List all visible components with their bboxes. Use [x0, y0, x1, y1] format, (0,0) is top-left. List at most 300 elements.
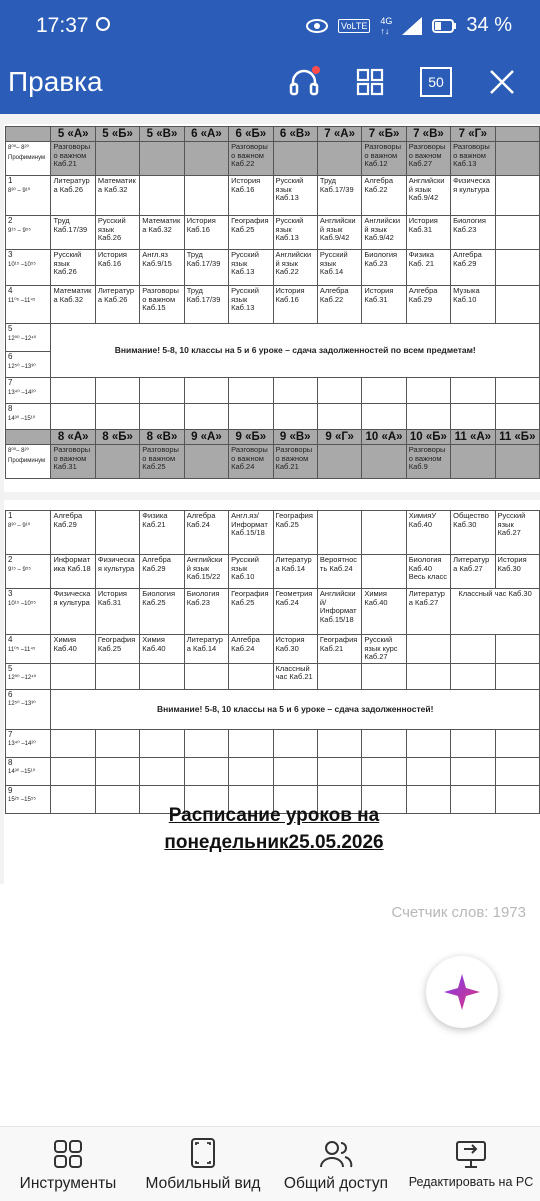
class-header-cell: 5 «А» [51, 127, 95, 142]
lesson-cell[interactable]: ХимияУ Каб.40 [406, 511, 450, 555]
table1-row [6, 216, 540, 250]
lesson-number: 2 [8, 555, 13, 564]
table2-row-lesson-number [6, 663, 51, 689]
table1-row-lesson-number [6, 142, 51, 176]
lesson-cell[interactable] [229, 404, 273, 430]
lesson-time: 14³⁰ –15¹⁰ [8, 769, 36, 775]
lesson-cell[interactable] [229, 757, 273, 785]
lesson-cell[interactable] [495, 378, 539, 404]
lesson-number: 7 [8, 378, 13, 387]
lesson-cell[interactable] [495, 729, 539, 757]
lesson-cell[interactable]: Английский язык Каб.9/42 [362, 216, 406, 250]
lesson-cell[interactable] [184, 663, 228, 689]
lesson-cell[interactable]: Англ.яз Каб.9/15 [140, 250, 184, 286]
page-counter: 50 [428, 74, 444, 90]
table1-row-lesson-number [6, 216, 51, 250]
table1-header-row-bottom [6, 430, 540, 445]
lesson-cell[interactable]: Математика Каб.32 [51, 286, 95, 324]
lesson-cell[interactable] [95, 404, 139, 430]
table1-row [6, 445, 540, 479]
class-header-cell [6, 127, 51, 142]
notice-cell: Внимание! 5-8, 10 классы на 5 и 6 уроке – сдача задолженностей! [51, 689, 540, 729]
lesson-cell[interactable]: Математика Каб.32 [140, 216, 184, 250]
class-header-cell: 8 «Б» [95, 430, 139, 445]
word-count: Счетчик слов: 1973 [391, 904, 526, 921]
lesson-cell[interactable] [95, 729, 139, 757]
lesson-cell[interactable] [51, 378, 95, 404]
lesson-cell[interactable]: Биология Каб.23 [184, 589, 228, 635]
lesson-number: 8 [8, 757, 13, 767]
class-header-cell: 8 «В» [140, 430, 184, 445]
class-header-cell: 7 «А» [317, 127, 361, 142]
lesson-cell[interactable] [451, 378, 495, 404]
lesson-time: 10¹⁵ –10⁵⁵ [8, 600, 36, 607]
status-bar [0, 0, 540, 52]
volte-icon: VoLTE [338, 19, 370, 33]
lesson-cell[interactable]: Разговоры о важном Каб.27 [406, 142, 450, 176]
lesson-cell[interactable] [273, 378, 317, 404]
lesson-cell[interactable] [362, 757, 406, 785]
lesson-cell[interactable]: История Каб.16 [184, 216, 228, 250]
lesson-cell[interactable] [140, 378, 184, 404]
table1-row [6, 286, 540, 324]
notification-icon [96, 17, 110, 31]
lesson-cell[interactable]: Общество Каб.30 [451, 511, 495, 555]
lesson-cell[interactable]: Русский язык Каб.13 [229, 250, 273, 286]
lesson-cell[interactable] [140, 663, 184, 689]
lesson-cell[interactable]: Труд Каб.17/39 [184, 250, 228, 286]
lesson-cell[interactable] [362, 729, 406, 757]
sparkle-icon [442, 972, 482, 1012]
lesson-cell[interactable]: Русский язык Каб.13 [229, 286, 273, 324]
table1-row [6, 142, 540, 176]
share-button[interactable] [270, 1127, 402, 1201]
lesson-cell[interactable] [406, 663, 450, 689]
lesson-cell[interactable] [184, 445, 228, 479]
lesson-time: 11⁰⁵ –11⁴⁵ [8, 297, 36, 304]
tools-label: Инструменты [19, 1175, 117, 1192]
share-label: Общий доступ [283, 1175, 389, 1192]
class-header-cell [6, 430, 51, 445]
lesson-cell[interactable]: Разговоры о важном Каб.31 [51, 445, 95, 479]
lesson-cell[interactable]: Алгебра Каб.29 [51, 511, 95, 555]
lesson-cell[interactable] [495, 216, 539, 250]
lesson-time: 12⁵⁰ –13³⁰ [8, 363, 36, 370]
table2-notice-row-lesson-number [6, 689, 51, 729]
grid-view-button[interactable] [350, 62, 390, 102]
lesson-number: 4 [8, 286, 13, 295]
lesson-cell[interactable] [495, 404, 539, 430]
class-header-cell: 9 «Г» [317, 430, 361, 445]
class-header-cell: 9 «А» [184, 430, 228, 445]
table1-row-lesson-number [6, 176, 51, 216]
lesson-cell[interactable]: История Каб.16 [229, 176, 273, 216]
lesson-cell[interactable]: Физическая культура [95, 555, 139, 589]
lesson-cell[interactable]: Химия Каб.40 [51, 635, 95, 664]
lesson-cell[interactable] [273, 757, 317, 785]
lesson-cell[interactable]: Русский язык Каб.10 [229, 555, 273, 589]
lesson-cell[interactable]: Русский язык курс Каб.27 [362, 635, 406, 664]
lesson-cell[interactable] [273, 404, 317, 430]
lesson-number: 1 [8, 176, 13, 185]
lesson-time: 12⁰⁰ –12⁴⁰ [8, 335, 37, 342]
lesson-cell[interactable]: Алгебра Каб.24 [229, 635, 273, 664]
class-header-cell: 6 «В» [273, 127, 317, 142]
lesson-number: 2 [8, 216, 13, 225]
lesson-cell[interactable]: Разговоры о важном Каб.21 [273, 445, 317, 479]
lesson-cell[interactable] [406, 757, 450, 785]
lesson-time: 9¹⁵ – 9⁵⁵ [8, 566, 31, 573]
lesson-cell[interactable] [51, 663, 95, 689]
table1-empty-row-lesson-number [6, 378, 51, 404]
lesson-cell[interactable]: Английский язык Каб.9/42 [406, 176, 450, 216]
lesson-cell[interactable] [362, 378, 406, 404]
lesson-number: 8 [8, 404, 13, 413]
lesson-cell[interactable] [95, 511, 139, 555]
lesson-cell[interactable] [451, 729, 495, 757]
lesson-time: 11⁰⁵ –11⁴⁵ [8, 646, 36, 653]
lesson-cell[interactable]: Биология Каб.25 [140, 589, 184, 635]
lesson-cell[interactable] [495, 286, 539, 324]
lesson-cell[interactable]: Разговоры о важном Каб.22 [229, 142, 273, 176]
table1-row-lesson-number [6, 352, 51, 378]
lesson-cell[interactable]: Физическая культура [451, 176, 495, 216]
lesson-cell[interactable]: История Каб.31 [362, 286, 406, 324]
lesson-time: 8³⁰ – 9¹⁰ [8, 187, 31, 194]
lesson-cell[interactable]: Англ.яз/Информат Каб.15/18 [229, 511, 273, 555]
class-header-cell: 10 «А» [362, 430, 406, 445]
table2-row-lesson-number [6, 511, 51, 555]
lesson-cell[interactable]: Алгебра Каб.22 [317, 286, 361, 324]
table2-empty-row [6, 729, 540, 757]
lesson-cell[interactable]: Русский язык Каб.27 [495, 511, 539, 555]
table2-row [6, 555, 540, 589]
lesson-cell[interactable] [184, 404, 228, 430]
mobile-view-label: Мобильный вид [145, 1175, 261, 1192]
lesson-cell[interactable]: Биология Каб.40 Весь класс [406, 555, 450, 589]
lesson-time: 14³⁰ –15¹⁰ [8, 415, 36, 422]
lesson-cell[interactable] [451, 445, 495, 479]
page-counter-button[interactable] [416, 62, 456, 102]
lesson-cell[interactable]: Разговоры о важном Каб.25 [140, 445, 184, 479]
lesson-cell[interactable]: Алгебра Каб.29 [406, 286, 450, 324]
ai-assistant-button[interactable] [426, 956, 498, 1028]
lesson-cell[interactable]: Алгебра Каб.29 [140, 555, 184, 589]
lesson-cell[interactable]: Биология Каб.23 [362, 250, 406, 286]
lesson-cell[interactable] [495, 250, 539, 286]
table2-row-lesson-number [6, 589, 51, 635]
lesson-cell[interactable] [95, 445, 139, 479]
lesson-cell[interactable] [317, 378, 361, 404]
lesson-cell[interactable]: Русский язык Каб.13 [273, 176, 317, 216]
table2-row [6, 589, 540, 635]
lesson-cell[interactable] [495, 757, 539, 785]
lesson-cell[interactable] [140, 404, 184, 430]
lesson-cell[interactable] [451, 757, 495, 785]
lesson-cell[interactable] [495, 635, 539, 664]
table1-empty-row-lesson-number [6, 404, 51, 430]
lesson-cell[interactable] [317, 404, 361, 430]
lesson-cell[interactable]: География Каб.21 [317, 635, 361, 664]
network-4g-icon: 4G ↑↓ [380, 15, 393, 36]
battery-percent: 34 % [466, 14, 512, 36]
lesson-cell[interactable]: Труд Каб.17/39 [51, 216, 95, 250]
edit-on-pc-label: Редактировать на PC [408, 1175, 534, 1189]
lesson-cell[interactable]: Разговоры о важном Каб.12 [362, 142, 406, 176]
notification-dot [312, 66, 320, 74]
lesson-cell[interactable]: География Каб.25 [95, 635, 139, 664]
lesson-cell[interactable]: Литература Каб.27 [406, 589, 450, 635]
signal-icon [402, 17, 422, 35]
table2-row [6, 663, 540, 689]
class-header-cell: 6 «Б» [229, 127, 273, 142]
lesson-time: 9¹⁵ – 9⁵⁵ [8, 227, 31, 234]
lesson-cell[interactable]: Труд Каб.17/39 [184, 286, 228, 324]
close-button[interactable] [482, 62, 522, 102]
lesson-cell[interactable]: Алгебра Каб.24 [184, 511, 228, 555]
lesson-cell[interactable] [95, 757, 139, 785]
lesson-cell[interactable] [317, 445, 361, 479]
lesson-time: 13⁴⁰ –14²⁰ [8, 389, 36, 396]
status-time: 17:37 [36, 14, 89, 37]
tools-button[interactable] [0, 1127, 136, 1201]
lesson-cell[interactable] [184, 757, 228, 785]
class-header-cell: 8 «А» [51, 430, 95, 445]
lesson-cell[interactable]: История Каб.31 [95, 589, 139, 635]
lesson-cell[interactable]: Английский язык Каб.22 [273, 250, 317, 286]
lesson-cell[interactable] [140, 176, 184, 216]
table2-notice-row [6, 689, 540, 729]
lesson-cell[interactable] [406, 378, 450, 404]
lesson-cell[interactable] [317, 729, 361, 757]
lesson-time: 10¹⁵ –10⁵⁵ [8, 261, 36, 268]
lesson-cell[interactable]: Физика Каб.21 [140, 511, 184, 555]
lesson-cell[interactable]: История Каб.30 [273, 635, 317, 664]
lesson-cell[interactable] [362, 511, 406, 555]
lesson-cell[interactable] [51, 404, 95, 430]
class-header-cell: 10 «Б» [406, 430, 450, 445]
table2-row [6, 511, 540, 555]
class-header-cell: 6 «А» [184, 127, 228, 142]
table1-empty-row [6, 404, 540, 430]
class-header-cell [495, 127, 539, 142]
lesson-cell[interactable] [229, 378, 273, 404]
lesson-cell[interactable] [140, 729, 184, 757]
lesson-cell[interactable] [406, 404, 450, 430]
class-header-cell: 5 «В» [140, 127, 184, 142]
notice-cell: Внимание! 5-8, 10 классы на 5 и 6 уроке – сдача задолженностей по всем предметам! [51, 324, 540, 378]
lesson-cell[interactable] [51, 729, 95, 757]
mobile-view-icon [190, 1137, 216, 1169]
schedule-table-1 [5, 126, 540, 479]
class-header-cell: 7 «Г» [451, 127, 495, 142]
lesson-cell[interactable]: География Каб.25 [229, 589, 273, 635]
lesson-cell[interactable] [184, 142, 228, 176]
class-header-cell: 7 «В» [406, 127, 450, 142]
lesson-cell[interactable]: Разговоры о важном Каб.15 [140, 286, 184, 324]
lesson-cell[interactable]: Математика Каб.32 [95, 176, 139, 216]
lesson-cell[interactable] [317, 663, 361, 689]
lesson-cell[interactable]: Литература Каб.14 [273, 555, 317, 589]
lesson-cell[interactable]: Русский язык Каб.13 [273, 216, 317, 250]
lesson-cell[interactable] [495, 142, 539, 176]
lesson-cell[interactable]: Литература Каб.14 [184, 635, 228, 664]
lesson-cell[interactable] [362, 404, 406, 430]
lesson-number: 3 [8, 589, 13, 598]
lesson-cell[interactable] [362, 663, 406, 689]
listen-button[interactable] [284, 62, 324, 102]
lesson-cell[interactable]: Вероятность Каб.24 [317, 555, 361, 589]
lesson-cell[interactable] [184, 378, 228, 404]
lesson-cell[interactable] [451, 663, 495, 689]
lesson-cell[interactable] [406, 635, 450, 664]
table1-row [6, 250, 540, 286]
lesson-cell[interactable]: Химия Каб.40 [140, 635, 184, 664]
lesson-cell[interactable] [140, 142, 184, 176]
lesson-cell[interactable]: Разговоры о важном Каб.9 [406, 445, 450, 479]
lesson-cell[interactable] [317, 142, 361, 176]
lesson-cell[interactable]: Физическая культура [51, 589, 95, 635]
lesson-cell[interactable]: Литература Каб.26 [51, 176, 95, 216]
lesson-number: 7 [8, 729, 13, 739]
table1-row-lesson-number [6, 445, 51, 479]
lesson-cell[interactable] [95, 378, 139, 404]
class-header-cell: 9 «Б» [229, 430, 273, 445]
close-icon [488, 68, 516, 96]
table1-row [6, 176, 540, 216]
edit-on-pc-icon [455, 1139, 487, 1169]
table2-empty-row-lesson-number [6, 757, 51, 785]
lesson-cell[interactable] [273, 142, 317, 176]
schedule-table-2 [5, 510, 540, 814]
class-header-cell: 7 «Б» [362, 127, 406, 142]
eye-icon [306, 19, 328, 33]
lesson-cell[interactable]: Литература Каб.27 [451, 555, 495, 589]
lesson-cell[interactable] [51, 757, 95, 785]
table1-row-lesson-number [6, 250, 51, 286]
heading-line-1: Расписание уроков на [168, 805, 380, 826]
lesson-cell[interactable]: Алгебра Каб.22 [362, 176, 406, 216]
lesson-cell[interactable] [406, 729, 450, 757]
lesson-cell-merged[interactable]: Классный час Каб.30 [451, 589, 540, 635]
lesson-cell[interactable]: География Каб.25 [229, 216, 273, 250]
lesson-cell[interactable] [229, 729, 273, 757]
table1-empty-row [6, 378, 540, 404]
lesson-cell[interactable]: Английский язык Каб.15/22 [184, 555, 228, 589]
lesson-cell[interactable] [273, 729, 317, 757]
bottom-toolbar [0, 1126, 540, 1201]
app-bar [0, 52, 540, 114]
edit-on-pc-button[interactable] [402, 1127, 540, 1201]
lesson-cell[interactable] [495, 445, 539, 479]
lesson-time: 8³⁰ – 9¹⁰ [8, 522, 31, 529]
document-area[interactable] [0, 114, 540, 884]
lesson-cell[interactable] [140, 757, 184, 785]
page-title: Правка [8, 66, 103, 97]
lesson-cell[interactable]: Биология Каб.23 [451, 216, 495, 250]
lesson-cell[interactable]: Литература Каб.26 [95, 286, 139, 324]
lesson-cell[interactable]: Русский язык Каб.14 [317, 250, 361, 286]
lesson-cell[interactable]: Разговоры о важном Каб.24 [229, 445, 273, 479]
class-header-cell: 11 «А» [451, 430, 495, 445]
class-header-cell: 9 «В» [273, 430, 317, 445]
lesson-cell[interactable]: География Каб.25 [273, 511, 317, 555]
lesson-cell[interactable] [184, 176, 228, 216]
lesson-cell[interactable]: Труд Каб.17/39 [317, 176, 361, 216]
lesson-cell[interactable]: Алгебра Каб.29 [451, 250, 495, 286]
lesson-number: 5 [8, 324, 13, 333]
table2-row-lesson-number [6, 555, 51, 589]
lesson-cell[interactable] [451, 635, 495, 664]
lesson-cell[interactable] [495, 663, 539, 689]
lesson-number: 6 [8, 689, 13, 699]
lesson-cell[interactable]: Геометрия Каб.24 [273, 589, 317, 635]
lesson-time: 13⁴⁰ –14²⁰ [8, 741, 36, 747]
lesson-cell[interactable] [495, 176, 539, 216]
table2-row-lesson-number [6, 635, 51, 664]
lesson-cell[interactable]: История Каб.16 [273, 286, 317, 324]
lesson-time: 15²⁵ –15⁵⁵ [8, 797, 36, 803]
battery-icon [432, 19, 456, 33]
lesson-time: 12⁵⁰ –13³⁰ [8, 701, 36, 707]
table1-notice-row [6, 324, 540, 352]
document-page-1 [4, 124, 540, 492]
lesson-number: 5 [8, 663, 13, 673]
lesson-cell[interactable] [317, 511, 361, 555]
lesson-time: 12⁰⁰ –12⁴⁰ [8, 675, 37, 681]
lesson-cell[interactable]: Русский язык Каб.26 [51, 250, 95, 286]
lesson-cell[interactable]: История Каб.16 [95, 250, 139, 286]
document-page-2 [4, 500, 540, 884]
table2-row [6, 635, 540, 664]
schedule-heading [4, 802, 540, 856]
table2-empty-row-lesson-number [6, 729, 51, 757]
lesson-cell[interactable]: Английский язык Каб.9/42 [317, 216, 361, 250]
lesson-cell[interactable]: Русский язык Каб.26 [95, 216, 139, 250]
lesson-cell[interactable]: Музыка Каб.10 [451, 286, 495, 324]
lesson-time: 8⁰⁰– 8²⁰ Профиминум [8, 448, 46, 464]
lesson-cell[interactable] [362, 555, 406, 589]
lesson-cell[interactable]: Классный час Каб.21 [273, 663, 317, 689]
lesson-cell[interactable]: Английский/Информат Каб.15/18 [317, 589, 361, 635]
lesson-number: 3 [8, 250, 13, 259]
heading-line-2: понедельник25.05.2026 [164, 832, 384, 853]
share-people-icon [319, 1139, 353, 1169]
lesson-cell[interactable]: Разговоры о важном Каб.13 [451, 142, 495, 176]
lesson-cell[interactable] [317, 757, 361, 785]
lesson-cell[interactable]: История Каб.30 [495, 555, 539, 589]
tools-icon [53, 1139, 83, 1169]
lesson-cell[interactable]: История Каб.31 [406, 216, 450, 250]
lesson-cell[interactable] [229, 663, 273, 689]
lesson-cell[interactable] [362, 445, 406, 479]
mobile-view-button[interactable] [136, 1127, 270, 1201]
lesson-cell[interactable] [451, 404, 495, 430]
table1-header-row [6, 127, 540, 142]
lesson-number: 9 [8, 785, 13, 795]
table1-row-lesson-number [6, 286, 51, 324]
lesson-cell[interactable]: Разговоры о важном Каб.21 [51, 142, 95, 176]
lesson-cell[interactable]: Информатика Каб.18 [51, 555, 95, 589]
table1-notice-row-lesson-number [6, 324, 51, 352]
lesson-number: 4 [8, 635, 13, 644]
lesson-cell[interactable]: Физика Каб. 21 [406, 250, 450, 286]
lesson-cell[interactable] [184, 729, 228, 757]
lesson-cell[interactable] [95, 142, 139, 176]
grid-icon [356, 68, 384, 96]
lesson-cell[interactable] [95, 663, 139, 689]
lesson-cell[interactable]: Химия Каб.40 [362, 589, 406, 635]
